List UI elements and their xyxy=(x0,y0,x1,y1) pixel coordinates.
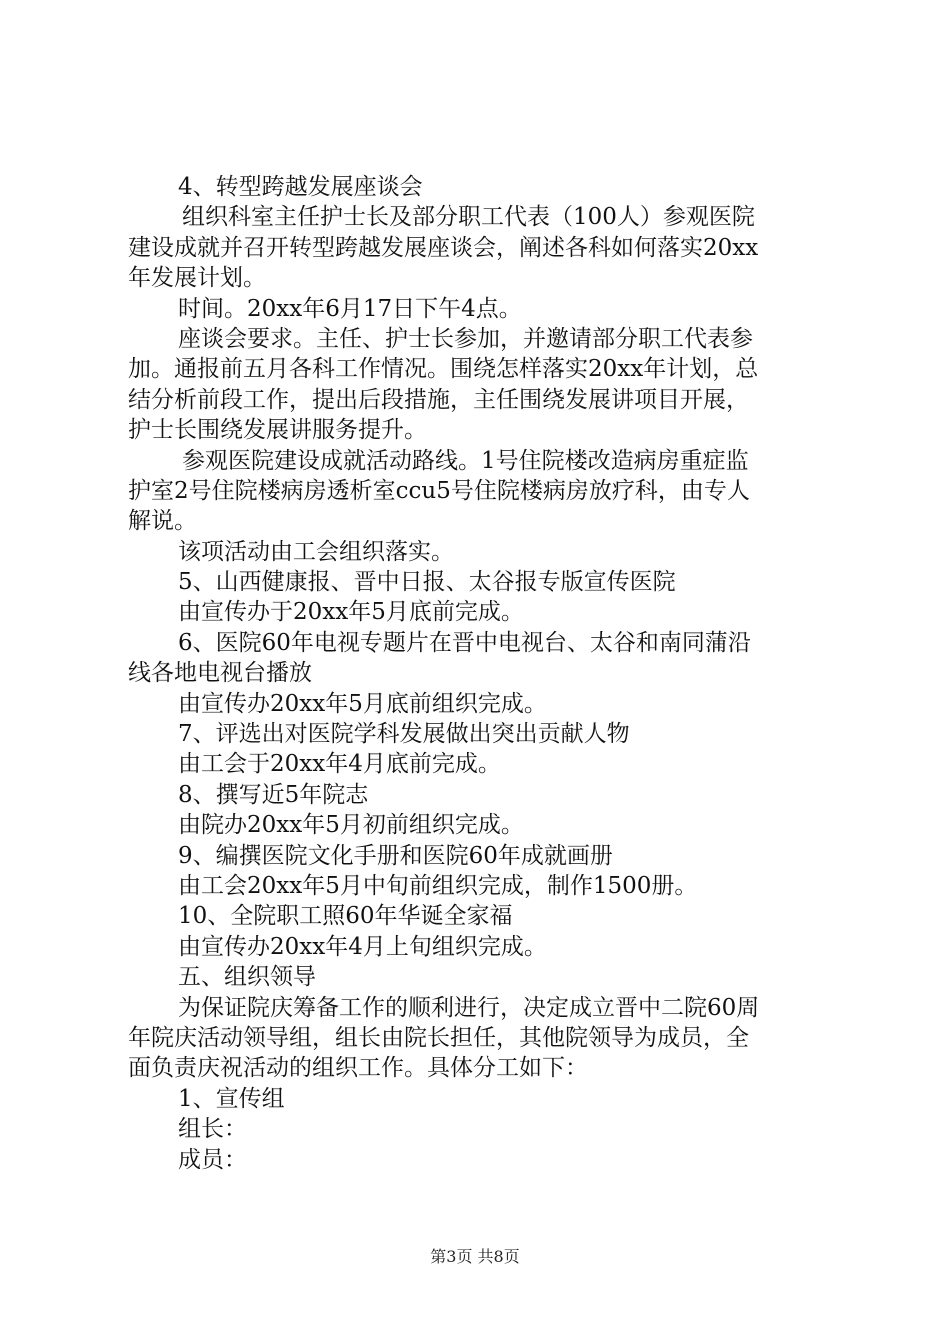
paragraph-line: 解说。 xyxy=(128,508,197,535)
section-heading: 8、撰写近5年院志 xyxy=(178,781,369,808)
paragraph-line: 由宣传办20xx年5月底前组织完成。 xyxy=(178,690,547,717)
paragraph-line: 时间。20xx年6月17日下午4点。 xyxy=(178,295,522,322)
section-heading: 7、评选出对医院学科发展做出突出贡献人物 xyxy=(178,721,630,748)
paragraph-line: 组长： xyxy=(178,1116,247,1143)
paragraph-line: 结分析前段工作，提出后段措施，主任围绕发展讲项目开展， xyxy=(128,386,749,413)
page-number-footer: 第3页 共8页 xyxy=(430,1247,520,1266)
paragraph-line: 年院庆活动领导组，组长由院长担任，其他院领导为成员，全 xyxy=(128,1024,749,1051)
paragraph-line: 该项活动由工会组织落实。 xyxy=(178,538,454,565)
document-body xyxy=(128,172,834,1175)
paragraph-line: 由工会20xx年5月中旬前组织完成，制作1500册。 xyxy=(178,872,698,899)
paragraph-line: 为保证院庆筹备工作的顺利进行，决定成立晋中二院60周 xyxy=(178,994,760,1021)
paragraph-line: 由宣传办于20xx年5月底前完成。 xyxy=(178,599,524,626)
section-heading: 9、编撰医院文化手册和医院60年成就画册 xyxy=(178,842,613,869)
paragraph-line: 面负责庆祝活动的组织工作。具体分工如下： xyxy=(128,1055,588,1082)
paragraph-line: 建设成就并召开转型跨越发展座谈会，阐述各科如何落实20xx xyxy=(128,234,759,261)
paragraph-line: 护士长围绕发展讲服务提升。 xyxy=(128,417,427,444)
paragraph-line: 由院办20xx年5月初前组织完成。 xyxy=(178,812,524,839)
paragraph-line: 线各地电视台播放 xyxy=(128,660,312,687)
section-heading: 6、医院60年电视专题片在晋中电视台、太谷和南同蒲沿 xyxy=(178,629,751,656)
section-heading: 10、全院职工照60年华诞全家福 xyxy=(178,903,513,930)
paragraph-line: 成员： xyxy=(178,1146,247,1173)
section-heading: 4、转型跨越发展座谈会 xyxy=(178,174,423,200)
paragraph-line: 组织科室主任护士长及部分职工代表（100人）参观医院 xyxy=(182,204,755,231)
section-heading: 5、山西健康报、晋中日报、太谷报专版宣传医院 xyxy=(178,569,676,596)
paragraph-line: 护室2号住院楼病房透析室ccu5号住院楼病房放疗科，由专人 xyxy=(128,477,750,504)
section-heading: 1、宣传组 xyxy=(178,1085,285,1112)
paragraph-line: 由宣传办20xx年4月上旬组织完成。 xyxy=(178,933,547,960)
paragraph-line: 加。通报前五月各科工作情况。围绕怎样落实20xx年计划，总 xyxy=(128,356,759,383)
paragraph-line: 座谈会要求。主任、护士长参加，并邀请部分职工代表参 xyxy=(178,325,753,352)
paragraph-line: 参观医院建设成就活动路线。1号住院楼改造病房重症监 xyxy=(182,447,749,474)
section-heading: 五、组织领导 xyxy=(178,964,316,991)
paragraph-line: 由工会于20xx年4月底前完成。 xyxy=(178,751,501,778)
paragraph-line: 年发展计划。 xyxy=(128,265,266,292)
